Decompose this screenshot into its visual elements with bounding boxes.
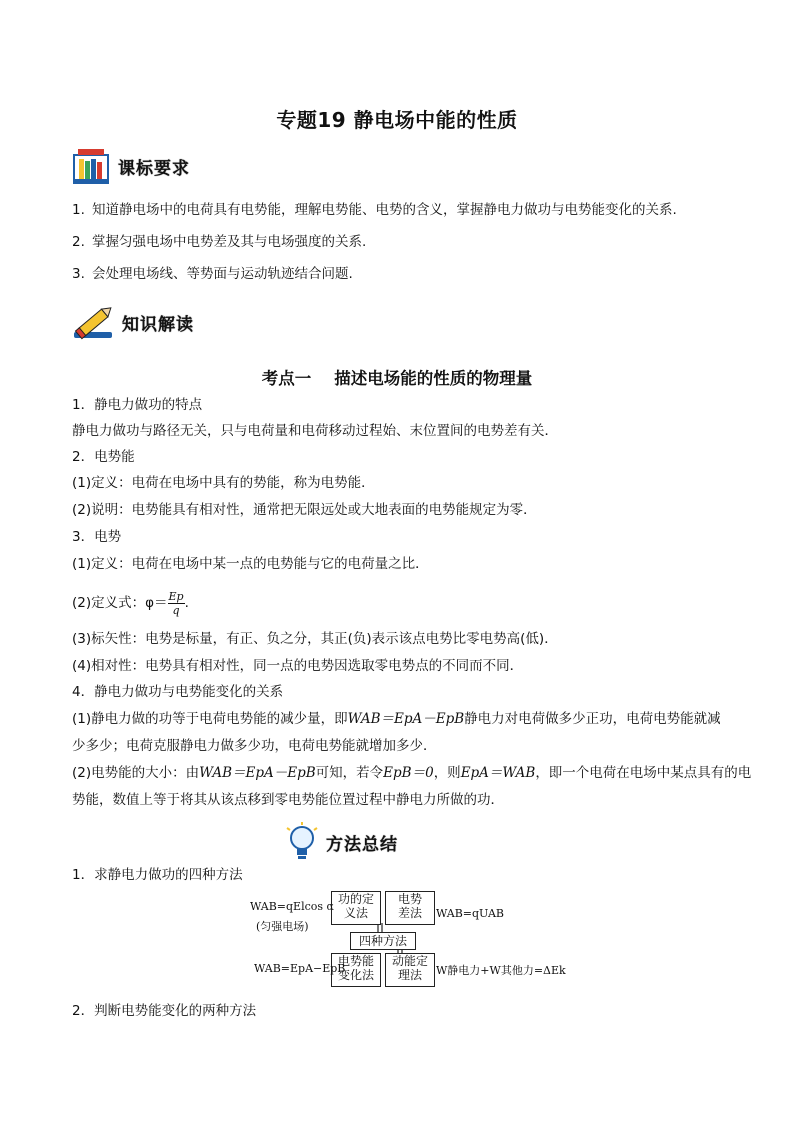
formula-kinetic-energy: W静电力+W其他力=ΔEk	[436, 964, 566, 977]
banner-label: 方法总结	[326, 834, 398, 855]
paragraph: (2)说明：电势能具有相对性，通常把无限远处或大地表面的电势能规定为零．	[72, 502, 537, 518]
heading-4: 4．静电力做功与电势能变化的关系	[72, 684, 284, 700]
paragraph: (4)相对性：电势具有相对性，同一点的电势因选取零电势点的不同而不同．	[72, 658, 524, 674]
method-box-energy-change: 电势能 变化法	[331, 953, 381, 987]
fraction: $\frac{Ep}{q}$	[168, 589, 184, 617]
section-title: 考点一 描述电场能的性质的物理量	[261, 369, 533, 388]
requirement-item: 1. 知道静电场中的电荷具有电势能，理解电势能、电势的含义，掌握静电力做功与电势能变化的关系.	[72, 202, 677, 218]
paragraph: (2)电势能的大小：由WAB＝EpA－EpB可知，若令EpB＝0，则EpA＝WAB，即一个电荷在电场中某点具有的电	[72, 765, 752, 781]
requirement-item: 3. 会处理电场线、等势面与运动轨迹结合问题.	[72, 266, 353, 282]
method-box-definition: 功的定 义法	[331, 891, 381, 925]
requirement-item: 2. 掌握匀强电场中电势差及其与电场强度的关系.	[72, 234, 367, 250]
banner-label: 知识解读	[122, 314, 194, 335]
bookshelf-icon	[72, 147, 112, 185]
method-box-potential-difference: 电势 差法	[385, 891, 435, 925]
banner-method	[284, 822, 398, 862]
heading-2: 2．电势能	[72, 449, 135, 465]
paragraph: (3)标矢性：电势是标量，有正、负之分，其正(负)表示该点电势比零电势高(低)．	[72, 631, 558, 647]
paragraph: (1)定义：电荷在电场中某一点的电势能与它的电荷量之比．	[72, 556, 429, 572]
formula-energy-change: WAB=EpA−EpB	[254, 962, 346, 975]
paragraph: (1)静电力做的功等于电荷电势能的减少量，即WAB＝EpA－EpB静电力对电荷做多少正功，电荷电势能就减	[72, 711, 721, 727]
method-heading-2: 2．判断电势能变化的两种方法	[72, 1003, 257, 1019]
banner-label: 课标要求	[118, 158, 190, 179]
definition-formula: (2)定义式：φ＝ $\frac{Ep}{q}$ .	[72, 589, 189, 617]
four-methods-diagram	[250, 890, 566, 990]
paragraph: 势能，数值上等于将其从该点移到零电势能位置过程中静电力所做的功．	[72, 792, 504, 808]
method-heading-1: 1．求静电力做功的四种方法	[72, 867, 243, 883]
page-title: 专题19 静电场中能的性质	[276, 108, 518, 132]
formula-definition: WAB=qElcos α	[250, 900, 334, 913]
banner-requirements	[72, 146, 190, 186]
formula-note: (匀强电场)	[256, 920, 309, 933]
formula-potential-difference: WAB=qUAB	[436, 907, 505, 920]
heading-3: 3．电势	[72, 529, 122, 545]
method-box-kinetic-energy: 动能定 理法	[385, 953, 435, 987]
method-center-box: 四种方法	[350, 932, 416, 950]
banner-knowledge	[72, 302, 194, 342]
pencil-icon	[72, 302, 116, 342]
lightbulb-icon	[284, 822, 320, 862]
heading-1: 1．静电力做功的特点	[72, 397, 203, 413]
paragraph: (1)定义：电荷在电场中具有的势能，称为电势能．	[72, 475, 375, 491]
paragraph: 少多少；电荷克服静电力做多少功，电荷电势能就增加多少．	[72, 738, 437, 754]
paragraph: 静电力做功与路径无关，只与电荷量和电荷移动过程始、末位置间的电势差有关．	[72, 423, 558, 439]
